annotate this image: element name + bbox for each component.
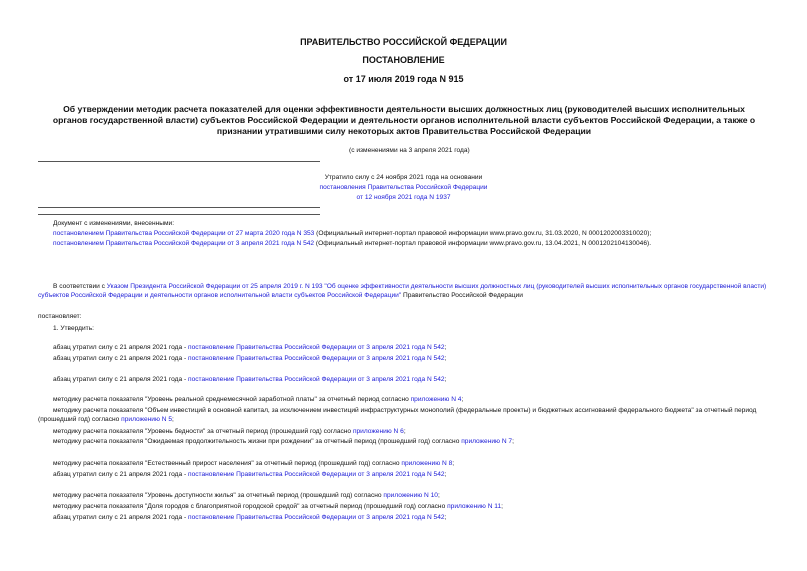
amendment-decree-link[interactable]: постановление Правительства Российской Федерации от 3 апреля 2021 года N 542	[188, 344, 445, 351]
decree-link[interactable]: Указом Президента Российской Федерации от 25 апреля 2019 г. N 193 "Об оценке эффективности деятельности высших должностных лиц (руководителей высших исполнительных органов государственной власти) субъектов Российской Федерации и деятельности органов исполнительной власти субъектов Российской Федерации"	[38, 283, 767, 300]
appendix-link[interactable]: приложению N 7	[461, 438, 513, 445]
government-heading: ПРАВИТЕЛЬСТВО РОССИЙСКОЙ ФЕДЕРАЦИИ	[300, 37, 507, 47]
appendix-link[interactable]: приложению N 6	[352, 428, 404, 435]
divider	[38, 207, 320, 208]
repealed-paragraph: абзац утратил силу с 21 апреля 2021 года - постановление Правительства Российской Федерации от 3 апреля 2021 года N 542;	[53, 376, 447, 383]
expired-link-line1[interactable]: постановления Правительства Российской Федерации	[319, 184, 488, 191]
methodology-item: методику расчета показателя "Ожидаемая продолжительность жизни при рождении" за отчетный период (прошедший год) согласно приложению N 7;	[53, 438, 514, 445]
divider	[38, 214, 320, 215]
point-1: 1. Утвердить:	[53, 325, 94, 332]
expired-link-line2[interactable]: от 12 ноября 2021 года N 1937	[356, 194, 451, 201]
document-title: Об утверждении методик расчета показателей для оценки эффективности деятельности высших должностных лиц (руководителей высших исполнительных органов государственной власти) субъектов Российской Федерации и деятельности органов исполнительной власти субъектов Российской Федерации, а также о признании утратившими силу некоторых актов Правительства Российской Федерации	[52, 104, 756, 136]
methodology-item: методику расчета показателя "Доля городов с благоприятной городской средой" за отчетный период (прошедший год) согласно приложению N 11;	[53, 503, 503, 510]
document-type: ПОСТАНОВЛЕНИЕ	[362, 55, 445, 65]
repealed-paragraph: абзац утратил силу с 21 апреля 2021 года - постановление Правительства Российской Федерации от 3 апреля 2021 года N 542;	[53, 514, 447, 521]
preamble-paragraph: В соответствии с Указом Президента Российской Федерации от 25 апреля 2019 г. N 193 "Об оценке эффективности деятельности высших должностных лиц (руководителей высших исполнительных органов государственной власти) субъектов Российской Федерации и деятельности органов исполнительной власти субъектов Российской Федерации" Правительство Российской Федерации	[38, 283, 767, 300]
divider	[38, 161, 320, 162]
amendment-decree-link[interactable]: постановление Правительства Российской Федерации от 3 апреля 2021 года N 542	[188, 514, 445, 521]
appendix-link[interactable]: приложению N 4	[410, 396, 462, 403]
methodology-item: методику расчета показателя "Уровень реальной среднемесячной заработной платы" за отчетный период согласно приложению N 4;	[53, 396, 464, 403]
methodology-item: методику расчета показателя "Объем инвестиций в основной капитал, за исключением инвестиций инфраструктурных монополий (федеральные проекты) и бюджетных ассигнований федерального бюджета" за отчетный период (прошедший год) согласно приложению N 5;	[38, 407, 757, 424]
amendments-heading: Документ с изменениями, внесенными:	[53, 220, 175, 227]
document-date-number: от 17 июля 2019 года N 915	[343, 74, 464, 84]
amendment-link[interactable]: постановлением Правительства Российской Федерации от 3 апреля 2021 года N 542	[53, 240, 315, 247]
methodology-item: методику расчета показателя "Естественный прирост населения" за отчетный период (прошедший год) согласно приложению N 8;	[53, 460, 455, 467]
methodology-item: методику расчета показателя "Уровень доступности жилья" за отчетный период (прошедший год) согласно приложению N 10;	[53, 492, 440, 499]
appendix-link[interactable]: приложению N 5	[121, 416, 173, 424]
methodology-item: методику расчета показателя "Уровень бедности" за отчетный период (прошедший год) согласно приложению N 6;	[53, 428, 406, 435]
changes-note: (с изменениями на 3 апреля 2021 года)	[349, 147, 470, 154]
resolves-text: постановляет:	[38, 313, 82, 320]
appendix-link[interactable]: приложению N 10	[383, 492, 438, 499]
amendment-decree-link[interactable]: постановление Правительства Российской Федерации от 3 апреля 2021 года N 542	[188, 355, 445, 362]
appendix-link[interactable]: приложению N 11	[447, 503, 502, 510]
expired-note: Утратило силу с 24 ноября 2021 года на основании	[324, 174, 483, 181]
amendment-link[interactable]: постановлением Правительства Российской Федерации от 27 марта 2020 года N 353	[53, 230, 315, 237]
amendment-decree-link[interactable]: постановление Правительства Российской Федерации от 3 апреля 2021 года N 542	[188, 376, 445, 383]
amendment-decree-link[interactable]: постановление Правительства Российской Федерации от 3 апреля 2021 года N 542	[188, 471, 445, 478]
repealed-paragraph: абзац утратил силу с 21 апреля 2021 года - постановление Правительства Российской Федерации от 3 апреля 2021 года N 542;	[53, 355, 447, 362]
appendix-link[interactable]: приложению N 8	[401, 460, 453, 467]
amendment-item: постановлением Правительства Российской Федерации от 3 апреля 2021 года N 542 (Официальный интернет-портал правовой информации www.pravo.gov.ru, 13.04.2021, N 0001202104130046).	[53, 240, 652, 247]
repealed-paragraph: абзац утратил силу с 21 апреля 2021 года - постановление Правительства Российской Федерации от 3 апреля 2021 года N 542;	[53, 344, 447, 351]
repealed-paragraph: абзац утратил силу с 21 апреля 2021 года - постановление Правительства Российской Федерации от 3 апреля 2021 года N 542;	[53, 471, 447, 478]
amendment-item: постановлением Правительства Российской Федерации от 27 марта 2020 года N 353 (Официальный интернет-портал правовой информации www.pravo.gov.ru, 31.03.2020, N 0001202003310020);	[53, 230, 652, 237]
